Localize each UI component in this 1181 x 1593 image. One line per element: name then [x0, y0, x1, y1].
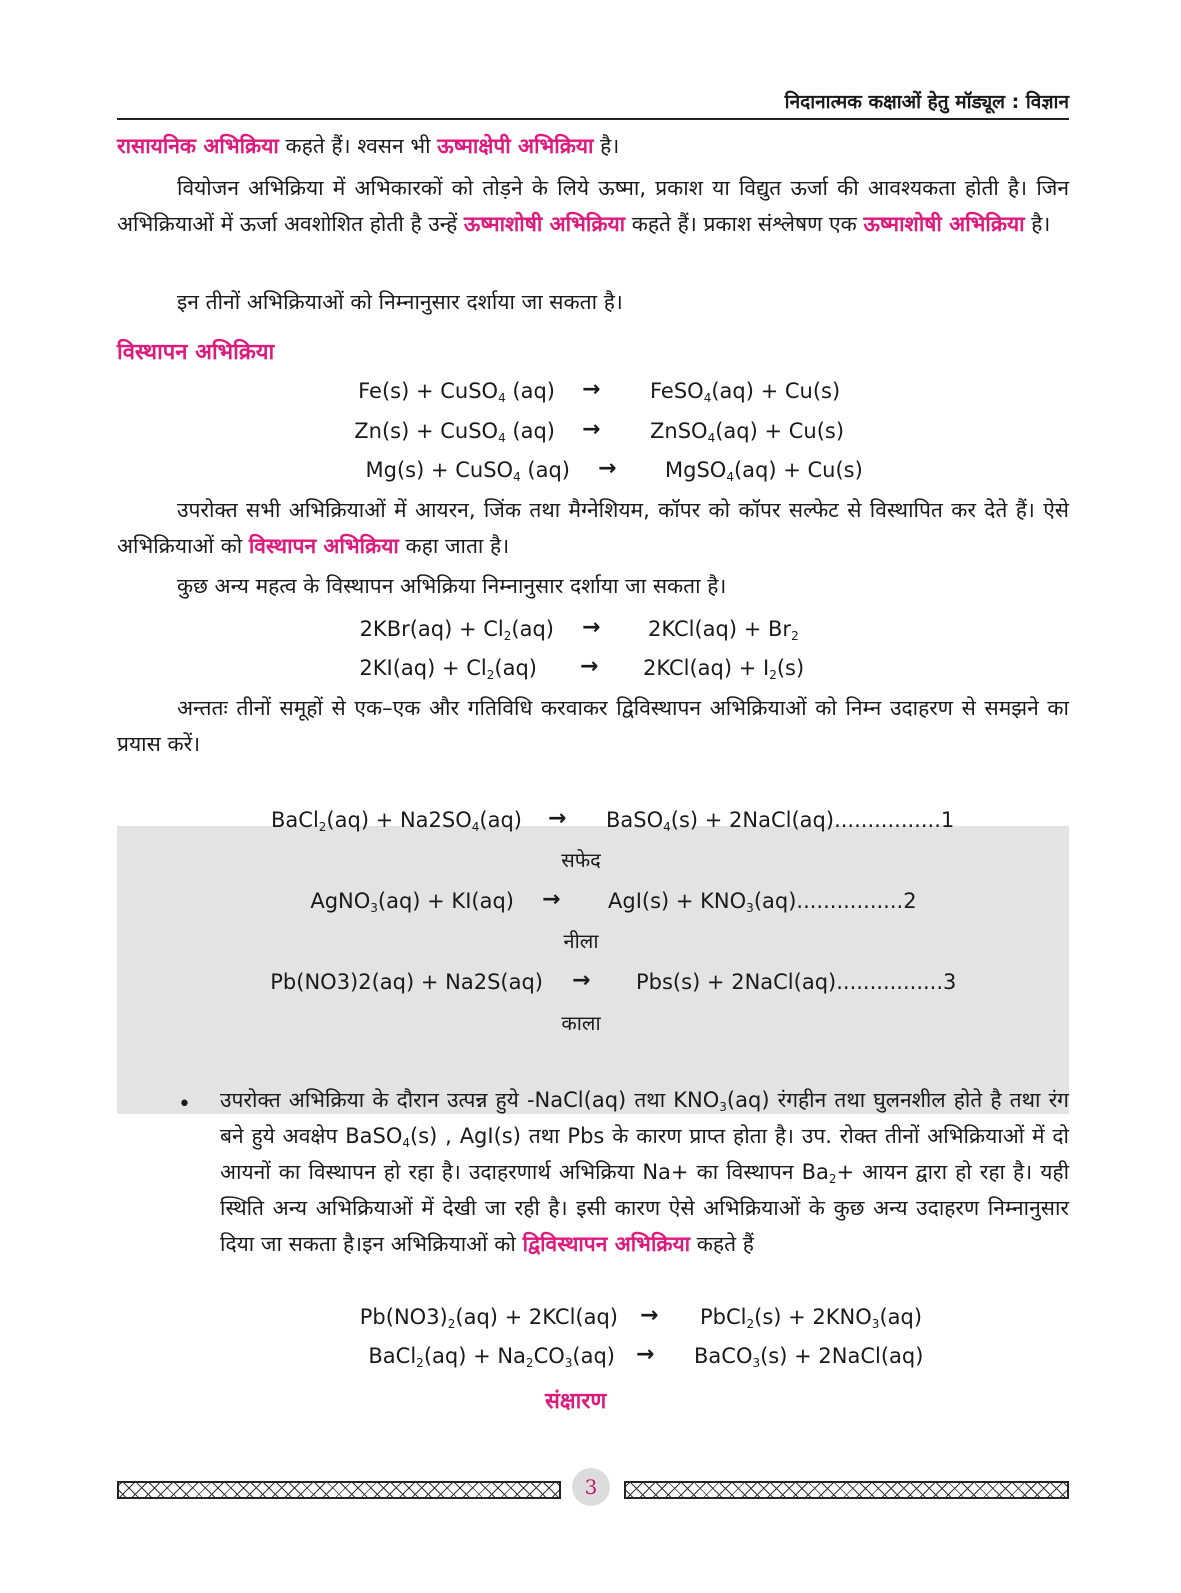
text: 2KCl(aq) + Br [648, 617, 792, 641]
text: Pb(NO3) [359, 1305, 448, 1329]
subscript: 4 [513, 470, 521, 484]
bullet-icon: • [178, 1092, 191, 1117]
text: (aq) [479, 808, 522, 832]
equation-rhs [650, 414, 844, 448]
arrow-icon: → [582, 615, 601, 640]
arrow-icon: → [580, 654, 599, 679]
subscript: 4 [498, 431, 506, 445]
text: उपरोक्त अभिक्रिया के दौरान उत्पन्न हुये -NaCl(aq) तथा KNO [220, 1088, 720, 1112]
text: ZnSO [650, 419, 708, 443]
text: उपरोक्त सभी अभिक्रियाओं में आयरन, जिंक तथा मैग्नेशियम, कॉपर को कॉपर सल्फेट से विस्थापित कर देते हैं। ऐसे अभिक्रियाओं को [117, 498, 1069, 558]
page-header [117, 88, 1069, 120]
section-heading-displacement: विस्थापन अभिक्रिया [117, 340, 275, 365]
text: 2KCl(aq) + I [643, 656, 770, 680]
text: FeSO [650, 379, 704, 403]
text: कहते हैं। श्वसन भी [278, 134, 438, 158]
text: है। [593, 134, 620, 158]
paragraph-5: कुछ अन्य महत्व के विस्थापन अभिक्रिया निम्नानुसार दर्शाया जा सकता है। [177, 574, 727, 598]
subscript: 3 [719, 1100, 727, 1114]
equation-lhs [300, 651, 537, 685]
equation-rhs [608, 884, 917, 918]
paragraph-7 [220, 1082, 1069, 1262]
subscript: 2 [416, 1356, 424, 1370]
text: AgNO [310, 889, 371, 913]
equation-rhs [643, 651, 804, 685]
equation-lhs [300, 414, 555, 448]
subscript: 3 [871, 1317, 880, 1331]
text: (s) [776, 656, 805, 680]
subscript: 4 [498, 391, 506, 405]
text: (aq) [505, 379, 555, 403]
section-heading-corrosion: संक्षारण [545, 1389, 607, 1414]
text: (aq) रंगहीन तथा घुलनशील होते है तथा रंग बने हुये अवक्षेप BaSO [220, 1088, 1069, 1148]
arrow-icon: → [582, 377, 601, 402]
subscript: 2 [486, 668, 495, 682]
text: है। [1024, 212, 1051, 236]
text: AgI(s) + KNO [608, 889, 747, 913]
text: CO [533, 1344, 565, 1368]
text: Mg(s) + CuSO [365, 458, 514, 482]
arrow-icon: → [582, 417, 601, 442]
subscript: 3 [564, 1356, 573, 1370]
arrow-icon: → [542, 887, 561, 912]
highlight-term: द्विविस्थापन अभिक्रिया [522, 1232, 691, 1256]
arrow-icon: → [548, 806, 567, 831]
equation-lhs [300, 374, 555, 408]
equation-rhs [694, 1339, 923, 1373]
text: (aq) [505, 419, 555, 443]
text: (s) + 2NaCl(aq)................1 [670, 808, 955, 832]
arrow-icon: → [598, 456, 617, 481]
text: + आयन द्वारा हो रहा है। यही स्थिति अन्य अभिक्रियाओं में देखी जा रही है। इसी कारण ऐसे अभिक्रियाओं के कुछ अन्य उदाहरण निम्नानुसार दिया जा सकता है।इन अभिक्रियाओं को [220, 1160, 1070, 1256]
text: कहते हैं। प्रकाश संश्लेषण एक [625, 212, 864, 236]
text: (aq) + 2KCl(aq) [455, 1305, 618, 1329]
subscript: 3 [746, 901, 754, 915]
equation-lhs [300, 612, 554, 646]
subscript: 4 [703, 391, 712, 405]
text: Zn(s) + CuSO [354, 419, 499, 443]
subscript: 2 [791, 629, 799, 643]
text: (aq) + KI(aq) [377, 889, 514, 913]
highlight-term: ऊष्माशोषी अभिक्रिया [863, 212, 1025, 236]
subscript: 4 [707, 431, 716, 445]
text: (aq) [511, 617, 554, 641]
footer-ornament-right [624, 1481, 1069, 1499]
subscript: 4 [663, 820, 671, 834]
page-number: 3 [572, 1468, 610, 1506]
precipitate-color-label: काला [561, 1011, 601, 1035]
text: Pb(NO3)2(aq) + Na2S(aq) [270, 970, 543, 994]
highlight-term: विस्थापन अभिक्रिया [248, 534, 399, 558]
subscript: 3 [752, 1356, 761, 1370]
arrow-icon: → [572, 968, 591, 993]
text: कहते हैं [690, 1232, 754, 1256]
equation-rhs [606, 803, 954, 837]
subscript: 2 [746, 1317, 755, 1331]
text: (s) , AgI(s) तथा Pbs के कारण प्राप्त होता है। उप. रोक्त तीनों अभिक्रियाओं में दो आयनों का विस्थापन हो रहा है। उदाहरणार्थ अभिक्रिया Na+ का विस्थापन Ba [220, 1124, 1069, 1184]
highlight-term: ऊष्माशोषी अभिक्रिया [463, 212, 626, 236]
paragraph-1 [117, 128, 1069, 164]
subscript: 2 [318, 820, 327, 834]
equation-rhs [650, 374, 840, 408]
text: (aq)................2 [753, 889, 917, 913]
subscript: 2 [503, 629, 512, 643]
text: (aq) + Na2SO [326, 808, 472, 832]
text: (aq) + Cu(s) [711, 379, 841, 403]
equation-lhs [300, 1339, 615, 1373]
text: 2KI(aq) + Cl [359, 656, 487, 680]
subscript: 4 [726, 470, 734, 484]
text: (aq) [572, 1344, 615, 1368]
paragraph-6: अन्ततः तीनों समूहों से एक–एक और गतिविधि करवाकर द्विविस्थापन अभिक्रियाओं को निम्न उदाहरण से समझने का प्रयास करें। [117, 696, 1069, 756]
text: MgSO [665, 458, 727, 482]
text: BaSO [606, 808, 664, 832]
text: Pbs(s) + 2NaCl(aq)................3 [636, 970, 957, 994]
text: PbCl [700, 1305, 747, 1329]
text: BaCO [694, 1344, 753, 1368]
text: BaCl [271, 808, 319, 832]
equation-lhs [300, 453, 570, 487]
subscript: 2 [525, 1356, 534, 1370]
text: (aq) [879, 1305, 923, 1329]
text: (aq) [494, 656, 537, 680]
subscript: 2 [828, 1172, 837, 1186]
equation-rhs [700, 1300, 922, 1334]
equation-lhs [300, 884, 514, 918]
text: BaCl [368, 1344, 417, 1368]
text: 2KBr(aq) + Cl [359, 617, 504, 641]
subscript: 4 [402, 1136, 410, 1150]
highlight-term: रासायनिक अभिक्रिया [117, 134, 279, 158]
precipitate-color-label: नीला [563, 929, 599, 953]
text: (s) + 2KNO [754, 1305, 872, 1329]
text: वियोजन अभिक्रिया में अभिकारकों को तोड़ने के लिये ऊष्मा, प्रकाश या विद्युत ऊर्जा की आवश्यकता होती है। जिन अभिक्रियाओं में ऊर्जा अवशोशित होती है उन्हें [117, 176, 1069, 236]
text: कहा जाता है। [398, 534, 510, 558]
paragraph-4 [117, 492, 1069, 564]
arrow-icon: → [640, 1303, 659, 1328]
subscript: 2 [447, 1317, 456, 1331]
text: Fe(s) + CuSO [358, 379, 499, 403]
equation-rhs [665, 453, 863, 487]
text: (aq) [520, 458, 570, 482]
text: (aq) + Na [423, 1344, 526, 1368]
arrow-icon: → [636, 1342, 655, 1367]
text: (aq) + Cu(s) [715, 419, 845, 443]
subscript: 4 [471, 820, 480, 834]
highlight-term: ऊष्माक्षेपी अभिक्रिया [437, 134, 594, 158]
precipitate-color-label: सफेद [561, 848, 601, 872]
subscript: 2 [769, 668, 777, 682]
equation-lhs [250, 965, 543, 999]
header-title: निदानात्मक कक्षाओं हेतु मॉड्यूल : विज्ञान [784, 91, 1069, 113]
footer-ornament-left [117, 1481, 561, 1499]
equation-rhs [636, 965, 956, 999]
text: (aq) + Cu(s) [733, 458, 863, 482]
subscript: 3 [370, 901, 378, 915]
text: (s) + 2NaCl(aq) [760, 1344, 924, 1368]
equation-rhs [648, 612, 799, 646]
equation-lhs [250, 803, 522, 837]
equation-lhs [300, 1300, 618, 1334]
paragraph-3: इन तीनों अभिक्रियाओं को निम्नानुसार दर्शाया जा सकता है। [177, 290, 623, 314]
paragraph-2 [117, 170, 1069, 242]
